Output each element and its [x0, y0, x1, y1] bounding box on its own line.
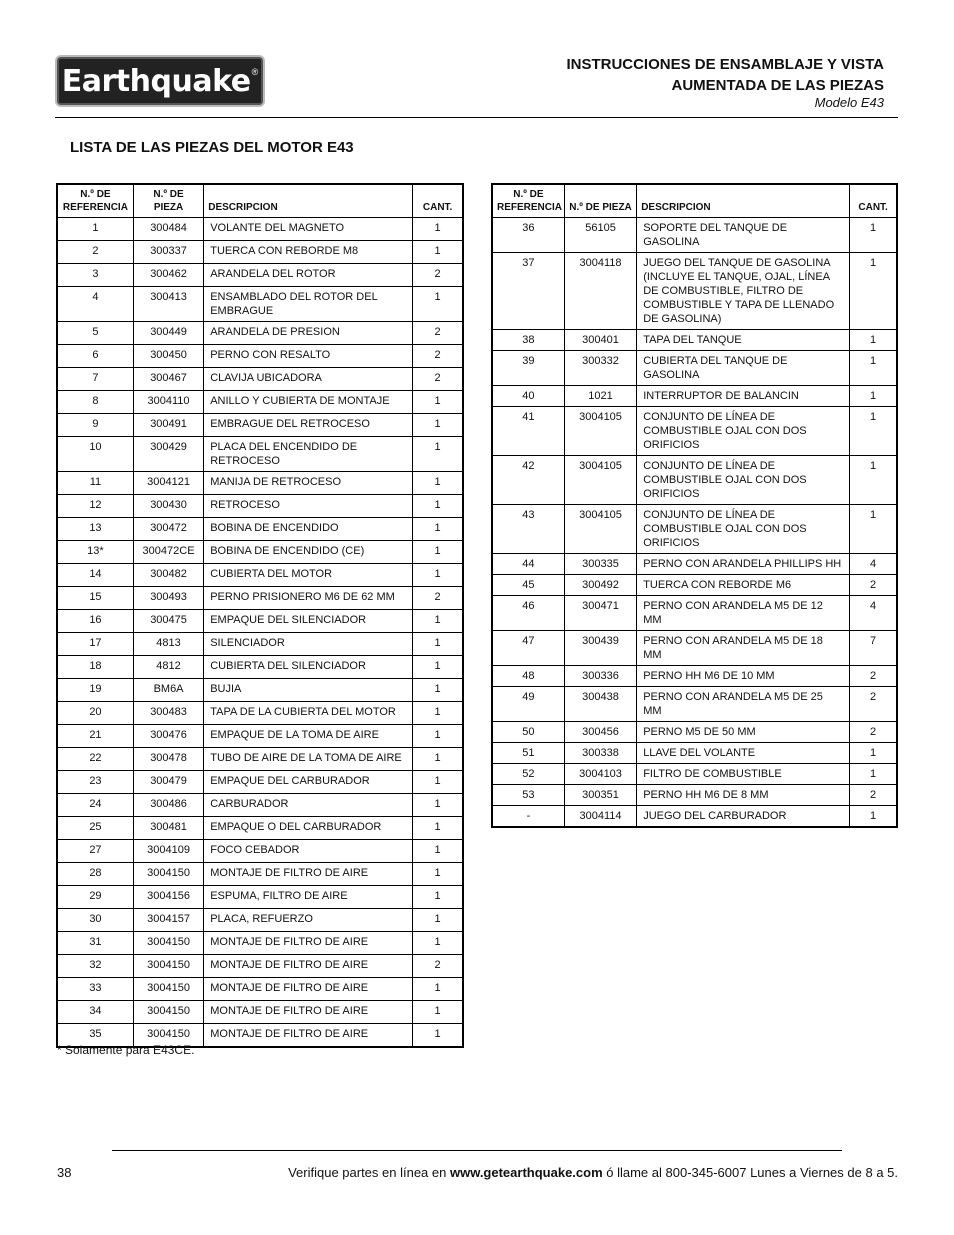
table-row	[492, 330, 897, 351]
cell-ref: 31	[57, 932, 133, 955]
earthquake-logo	[55, 55, 265, 107]
col-header-ref: N.º DE REFERENCIA	[492, 184, 564, 218]
cell-part: 300337	[133, 241, 203, 264]
cell-part: 300456	[564, 722, 636, 743]
table-row	[57, 391, 463, 414]
cell-qty: 1	[413, 978, 463, 1001]
cell-desc: PERNO HH M6 DE 8 MM	[637, 785, 850, 806]
cell-qty: 1	[850, 743, 897, 764]
cell-part: 3004121	[133, 472, 203, 495]
cell-ref: 17	[57, 633, 133, 656]
cell-qty: 1	[850, 218, 897, 253]
cell-desc: JUEGO DEL CARBURADOR	[637, 806, 850, 828]
cell-qty: 7	[850, 631, 897, 666]
cell-part: 3004110	[133, 391, 203, 414]
cell-desc: PERNO CON ARANDELA M5 DE 25 MM	[637, 687, 850, 722]
cell-part: 300336	[564, 666, 636, 687]
table-row	[57, 218, 463, 241]
cell-qty: 1	[850, 456, 897, 505]
cell-desc: EMBRAGUE DEL RETROCESO	[204, 414, 413, 437]
cell-part: 300450	[133, 345, 203, 368]
cell-desc: MONTAJE DE FILTRO DE AIRE	[204, 1001, 413, 1024]
cell-part: 300472	[133, 518, 203, 541]
cell-ref: 5	[57, 322, 133, 345]
cell-qty: 1	[850, 253, 897, 330]
table-row	[57, 771, 463, 794]
table-row	[57, 518, 463, 541]
col-header-qty: CANT.	[413, 184, 463, 218]
cell-part: 56105	[564, 218, 636, 253]
cell-qty: 2	[413, 955, 463, 978]
cell-part: 300475	[133, 610, 203, 633]
cell-ref: 40	[492, 386, 564, 407]
cell-part: 3004156	[133, 886, 203, 909]
cell-qty: 1	[850, 806, 897, 828]
cell-qty: 1	[413, 472, 463, 495]
cell-desc: EMPAQUE O DEL CARBURADOR	[204, 817, 413, 840]
cell-ref: 12	[57, 495, 133, 518]
cell-desc: TAPA DEL TANQUE	[637, 330, 850, 351]
cell-part: 300493	[133, 587, 203, 610]
cell-ref: 29	[57, 886, 133, 909]
table-row	[492, 764, 897, 785]
cell-qty: 2	[413, 264, 463, 287]
cell-ref: 38	[492, 330, 564, 351]
cell-part: 300462	[133, 264, 203, 287]
cell-desc: RETROCESO	[204, 495, 413, 518]
cell-ref: 19	[57, 679, 133, 702]
cell-part: 3004105	[564, 456, 636, 505]
cell-ref: 33	[57, 978, 133, 1001]
table-row	[492, 554, 897, 575]
table-row	[57, 679, 463, 702]
cell-ref: 6	[57, 345, 133, 368]
cell-ref: 18	[57, 656, 133, 679]
cell-part: 3004157	[133, 909, 203, 932]
cell-part: 3004150	[133, 1024, 203, 1048]
cell-part: 300438	[564, 687, 636, 722]
table-row	[57, 863, 463, 886]
table-row	[492, 218, 897, 253]
cell-ref: 1	[57, 218, 133, 241]
cell-ref: 2	[57, 241, 133, 264]
footer-text	[288, 1165, 898, 1180]
cell-ref: 27	[57, 840, 133, 863]
cell-desc: CLAVIJA UBICADORA	[204, 368, 413, 391]
footer-url-link[interactable]: www.getearthquake.com	[449, 1165, 603, 1180]
cell-part: 3004118	[564, 253, 636, 330]
table-row	[57, 264, 463, 287]
cell-qty: 2	[413, 368, 463, 391]
cell-qty: 1	[413, 886, 463, 909]
cell-part: 4812	[133, 656, 203, 679]
table-row	[57, 345, 463, 368]
cell-desc: TUERCA CON REBORDE M8	[204, 241, 413, 264]
cell-desc: PLACA, REFUERZO	[204, 909, 413, 932]
table-row	[492, 456, 897, 505]
table-row	[57, 322, 463, 345]
cell-ref: 25	[57, 817, 133, 840]
cell-ref: 50	[492, 722, 564, 743]
cell-qty: 1	[413, 564, 463, 587]
cell-desc: TUBO DE AIRE DE LA TOMA DE AIRE	[204, 748, 413, 771]
table-row	[57, 886, 463, 909]
cell-qty: 1	[413, 1001, 463, 1024]
cell-desc: JUEGO DEL TANQUE DE GASOLINA (INCLUYE EL TANQUE, OJAL, LÍNEA DE COMBUSTIBLE, FILTRO DE COMBUSTIBLE Y TAPA DE LLENADO DE GASOLINA)	[637, 253, 850, 330]
cell-desc: CUBIERTA DEL SILENCIADOR	[204, 656, 413, 679]
cell-part: 300332	[564, 351, 636, 386]
cell-qty: 2	[413, 322, 463, 345]
cell-ref: 36	[492, 218, 564, 253]
cell-part: 3004105	[564, 407, 636, 456]
cell-part: 300471	[564, 596, 636, 631]
cell-qty: 1	[413, 241, 463, 264]
cell-desc: CUBIERTA DEL MOTOR	[204, 564, 413, 587]
table-row	[492, 687, 897, 722]
cell-desc: ESPUMA, FILTRO DE AIRE	[204, 886, 413, 909]
cell-desc: SOPORTE DEL TANQUE DE GASOLINA	[637, 218, 850, 253]
cell-ref: 34	[57, 1001, 133, 1024]
page-number: 38	[57, 1165, 72, 1180]
table-row	[492, 785, 897, 806]
table-row	[57, 909, 463, 932]
cell-part: 300439	[564, 631, 636, 666]
cell-part: 4813	[133, 633, 203, 656]
table-row	[57, 437, 463, 472]
cell-qty: 2	[850, 666, 897, 687]
header-title-line1: INSTRUCCIONES DE ENSAMBLAJE Y VISTA	[566, 56, 884, 73]
cell-ref: 41	[492, 407, 564, 456]
cell-qty: 1	[413, 771, 463, 794]
cell-qty: 2	[850, 575, 897, 596]
cell-qty: 1	[413, 863, 463, 886]
table-row	[57, 817, 463, 840]
cell-ref: 42	[492, 456, 564, 505]
cell-ref: 21	[57, 725, 133, 748]
cell-ref: 30	[57, 909, 133, 932]
table-row	[492, 722, 897, 743]
table-row	[57, 368, 463, 391]
table-row	[57, 794, 463, 817]
cell-part: 3004150	[133, 1001, 203, 1024]
footer-divider	[112, 1150, 842, 1151]
cell-qty: 1	[413, 702, 463, 725]
cell-desc: MONTAJE DE FILTRO DE AIRE	[204, 1024, 413, 1048]
cell-ref: 20	[57, 702, 133, 725]
page-header-title	[566, 54, 884, 96]
cell-desc: CONJUNTO DE LÍNEA DE COMBUSTIBLE OJAL CON DOS ORIFICIOS	[637, 407, 850, 456]
table-row	[492, 596, 897, 631]
table-row	[492, 505, 897, 554]
cell-qty: 1	[413, 437, 463, 472]
section-title: LISTA DE LAS PIEZAS DEL MOTOR E43	[70, 139, 354, 156]
logo-text: Earthquake	[61, 63, 251, 99]
cell-qty: 1	[413, 656, 463, 679]
cell-qty: 1	[850, 386, 897, 407]
cell-desc: LLAVE DEL VOLANTE	[637, 743, 850, 764]
table-row	[57, 978, 463, 1001]
cell-desc: MONTAJE DE FILTRO DE AIRE	[204, 863, 413, 886]
cell-qty: 1	[850, 351, 897, 386]
cell-ref: 39	[492, 351, 564, 386]
cell-ref: 14	[57, 564, 133, 587]
cell-ref: 53	[492, 785, 564, 806]
cell-desc: MANIJA DE RETROCESO	[204, 472, 413, 495]
cell-desc: VOLANTE DEL MAGNETO	[204, 218, 413, 241]
parts-table-left	[56, 183, 464, 1048]
cell-part: 3004114	[564, 806, 636, 828]
table-row	[492, 351, 897, 386]
cell-part: 300481	[133, 817, 203, 840]
col-header-part: N.º DE PIEZA	[133, 184, 203, 218]
cell-part: 300430	[133, 495, 203, 518]
cell-qty: 1	[413, 414, 463, 437]
cell-ref: 49	[492, 687, 564, 722]
cell-ref: 13	[57, 518, 133, 541]
cell-desc: TUERCA CON REBORDE M6	[637, 575, 850, 596]
cell-qty: 1	[413, 1024, 463, 1048]
cell-ref: 7	[57, 368, 133, 391]
cell-part: 3004103	[564, 764, 636, 785]
cell-qty: 4	[850, 554, 897, 575]
cell-desc: EMPAQUE DE LA TOMA DE AIRE	[204, 725, 413, 748]
cell-qty: 1	[413, 218, 463, 241]
cell-part: 300492	[564, 575, 636, 596]
cell-qty: 2	[850, 687, 897, 722]
table-row	[492, 253, 897, 330]
cell-ref: 9	[57, 414, 133, 437]
logo-registered-mark: ®	[251, 67, 259, 77]
table-row	[492, 666, 897, 687]
cell-qty: 1	[413, 287, 463, 322]
col-header-part: N.º DE PIEZA	[564, 184, 636, 218]
cell-desc: ENSAMBLADO DEL ROTOR DEL EMBRAGUE	[204, 287, 413, 322]
table-row	[57, 633, 463, 656]
cell-ref: 23	[57, 771, 133, 794]
cell-qty: 1	[413, 633, 463, 656]
cell-qty: 4	[850, 596, 897, 631]
footer-text-before: Verifique partes en línea en	[288, 1165, 450, 1180]
cell-desc: PERNO HH M6 DE 10 MM	[637, 666, 850, 687]
table-row	[492, 575, 897, 596]
cell-desc: CUBIERTA DEL TANQUE DE GASOLINA	[637, 351, 850, 386]
cell-desc: BOBINA DE ENCENDIDO	[204, 518, 413, 541]
cell-ref: 24	[57, 794, 133, 817]
cell-ref: 11	[57, 472, 133, 495]
cell-ref: 47	[492, 631, 564, 666]
cell-qty: 1	[413, 817, 463, 840]
cell-desc: SILENCIADOR	[204, 633, 413, 656]
cell-desc: EMPAQUE DEL SILENCIADOR	[204, 610, 413, 633]
cell-qty: 1	[850, 330, 897, 351]
table-row	[492, 386, 897, 407]
cell-part: 1021	[564, 386, 636, 407]
parts-table-right	[491, 183, 898, 828]
table-row	[57, 472, 463, 495]
cell-ref: 51	[492, 743, 564, 764]
table-row	[492, 743, 897, 764]
table-row	[57, 725, 463, 748]
cell-desc: MONTAJE DE FILTRO DE AIRE	[204, 955, 413, 978]
cell-part: 300401	[564, 330, 636, 351]
cell-qty: 1	[413, 840, 463, 863]
footnote: * Solamente para E43CE.	[57, 1043, 195, 1057]
table-row	[57, 287, 463, 322]
cell-desc: FOCO CEBADOR	[204, 840, 413, 863]
cell-qty: 1	[850, 407, 897, 456]
cell-qty: 1	[850, 505, 897, 554]
cell-qty: 2	[413, 587, 463, 610]
cell-part: 3004150	[133, 978, 203, 1001]
cell-ref: 37	[492, 253, 564, 330]
cell-part: 300484	[133, 218, 203, 241]
cell-qty: 1	[413, 391, 463, 414]
table-row	[492, 806, 897, 828]
cell-desc: PERNO CON ARANDELA PHILLIPS HH	[637, 554, 850, 575]
cell-ref: 13*	[57, 541, 133, 564]
table-row	[492, 407, 897, 456]
cell-part: 300482	[133, 564, 203, 587]
cell-qty: 1	[413, 932, 463, 955]
cell-qty: 1	[413, 518, 463, 541]
cell-desc: MONTAJE DE FILTRO DE AIRE	[204, 978, 413, 1001]
cell-part: 300479	[133, 771, 203, 794]
header-model: Modelo E43	[814, 95, 884, 110]
cell-ref: 3	[57, 264, 133, 287]
cell-desc: PERNO CON ARANDELA M5 DE 12 MM	[637, 596, 850, 631]
table-row	[57, 564, 463, 587]
cell-part: 3004150	[133, 863, 203, 886]
cell-ref: 35	[57, 1024, 133, 1048]
table-row	[492, 631, 897, 666]
header-divider	[55, 117, 898, 118]
cell-desc: CARBURADOR	[204, 794, 413, 817]
table-header-row	[492, 184, 897, 218]
cell-ref: 52	[492, 764, 564, 785]
cell-qty: 1	[413, 495, 463, 518]
cell-part: 300467	[133, 368, 203, 391]
cell-desc: CONJUNTO DE LÍNEA DE COMBUSTIBLE OJAL CON DOS ORIFICIOS	[637, 456, 850, 505]
table-row	[57, 241, 463, 264]
cell-qty: 1	[413, 748, 463, 771]
table-row	[57, 495, 463, 518]
cell-desc: FILTRO DE COMBUSTIBLE	[637, 764, 850, 785]
cell-part: 300472CE	[133, 541, 203, 564]
cell-part: 300429	[133, 437, 203, 472]
cell-qty: 1	[850, 764, 897, 785]
cell-qty: 1	[413, 679, 463, 702]
cell-desc: ARANDELA DEL ROTOR	[204, 264, 413, 287]
cell-ref: 8	[57, 391, 133, 414]
cell-part: BM6A	[133, 679, 203, 702]
cell-ref: 45	[492, 575, 564, 596]
col-header-ref: N.º DE REFERENCIA	[57, 184, 133, 218]
table-row	[57, 748, 463, 771]
table-row	[57, 610, 463, 633]
cell-part: 300413	[133, 287, 203, 322]
cell-part: 300491	[133, 414, 203, 437]
cell-ref: 46	[492, 596, 564, 631]
footer-text-after: ó llame al 800-345-6007 Lunes a Viernes de 8 a 5.	[602, 1165, 898, 1180]
cell-qty: 2	[413, 345, 463, 368]
cell-desc: CONJUNTO DE LÍNEA DE COMBUSTIBLE OJAL CON DOS ORIFICIOS	[637, 505, 850, 554]
cell-part: 3004109	[133, 840, 203, 863]
table-row	[57, 932, 463, 955]
cell-desc: TAPA DE LA CUBIERTA DEL MOTOR	[204, 702, 413, 725]
cell-desc: PERNO M5 DE 50 MM	[637, 722, 850, 743]
cell-part: 300449	[133, 322, 203, 345]
table-row	[57, 702, 463, 725]
cell-desc: PERNO PRISIONERO M6 DE 62 MM	[204, 587, 413, 610]
cell-desc: ARANDELA DE PRESION	[204, 322, 413, 345]
cell-desc: PERNO CON RESALTO	[204, 345, 413, 368]
cell-ref: 28	[57, 863, 133, 886]
cell-desc: INTERRUPTOR DE BALANCIN	[637, 386, 850, 407]
cell-ref: 44	[492, 554, 564, 575]
cell-ref: 43	[492, 505, 564, 554]
cell-qty: 1	[413, 725, 463, 748]
cell-desc: BUJIA	[204, 679, 413, 702]
cell-ref: 32	[57, 955, 133, 978]
table-row	[57, 587, 463, 610]
col-header-desc: DESCRIPCION	[637, 184, 850, 218]
cell-part: 300476	[133, 725, 203, 748]
cell-part: 3004150	[133, 932, 203, 955]
cell-desc: BOBINA DE ENCENDIDO (CE)	[204, 541, 413, 564]
table-row	[57, 541, 463, 564]
cell-ref: 10	[57, 437, 133, 472]
table-row	[57, 955, 463, 978]
cell-desc: PERNO CON ARANDELA M5 DE 18 MM	[637, 631, 850, 666]
cell-ref: 22	[57, 748, 133, 771]
cell-part: 300335	[564, 554, 636, 575]
cell-qty: 2	[850, 722, 897, 743]
cell-qty: 1	[413, 541, 463, 564]
cell-part: 300338	[564, 743, 636, 764]
header-title-line2: AUMENTADA DE LAS PIEZAS	[671, 77, 884, 94]
cell-ref: 48	[492, 666, 564, 687]
cell-part: 300351	[564, 785, 636, 806]
table-row	[57, 1001, 463, 1024]
cell-desc: PLACA DEL ENCENDIDO DE RETROCESO	[204, 437, 413, 472]
cell-part: 3004105	[564, 505, 636, 554]
cell-part: 300483	[133, 702, 203, 725]
cell-ref: -	[492, 806, 564, 828]
table-row	[57, 840, 463, 863]
cell-part: 3004150	[133, 955, 203, 978]
cell-qty: 1	[413, 610, 463, 633]
cell-ref: 16	[57, 610, 133, 633]
cell-qty: 1	[413, 909, 463, 932]
col-header-desc: DESCRIPCION	[204, 184, 413, 218]
col-header-qty: CANT.	[850, 184, 897, 218]
cell-ref: 15	[57, 587, 133, 610]
cell-desc: MONTAJE DE FILTRO DE AIRE	[204, 932, 413, 955]
cell-part: 300486	[133, 794, 203, 817]
cell-desc: EMPAQUE DEL CARBURADOR	[204, 771, 413, 794]
table-row	[57, 656, 463, 679]
cell-part: 300478	[133, 748, 203, 771]
table-row	[57, 414, 463, 437]
table-header-row	[57, 184, 463, 218]
cell-desc: ANILLO Y CUBIERTA DE MONTAJE	[204, 391, 413, 414]
cell-qty: 1	[413, 794, 463, 817]
cell-qty: 2	[850, 785, 897, 806]
cell-ref: 4	[57, 287, 133, 322]
